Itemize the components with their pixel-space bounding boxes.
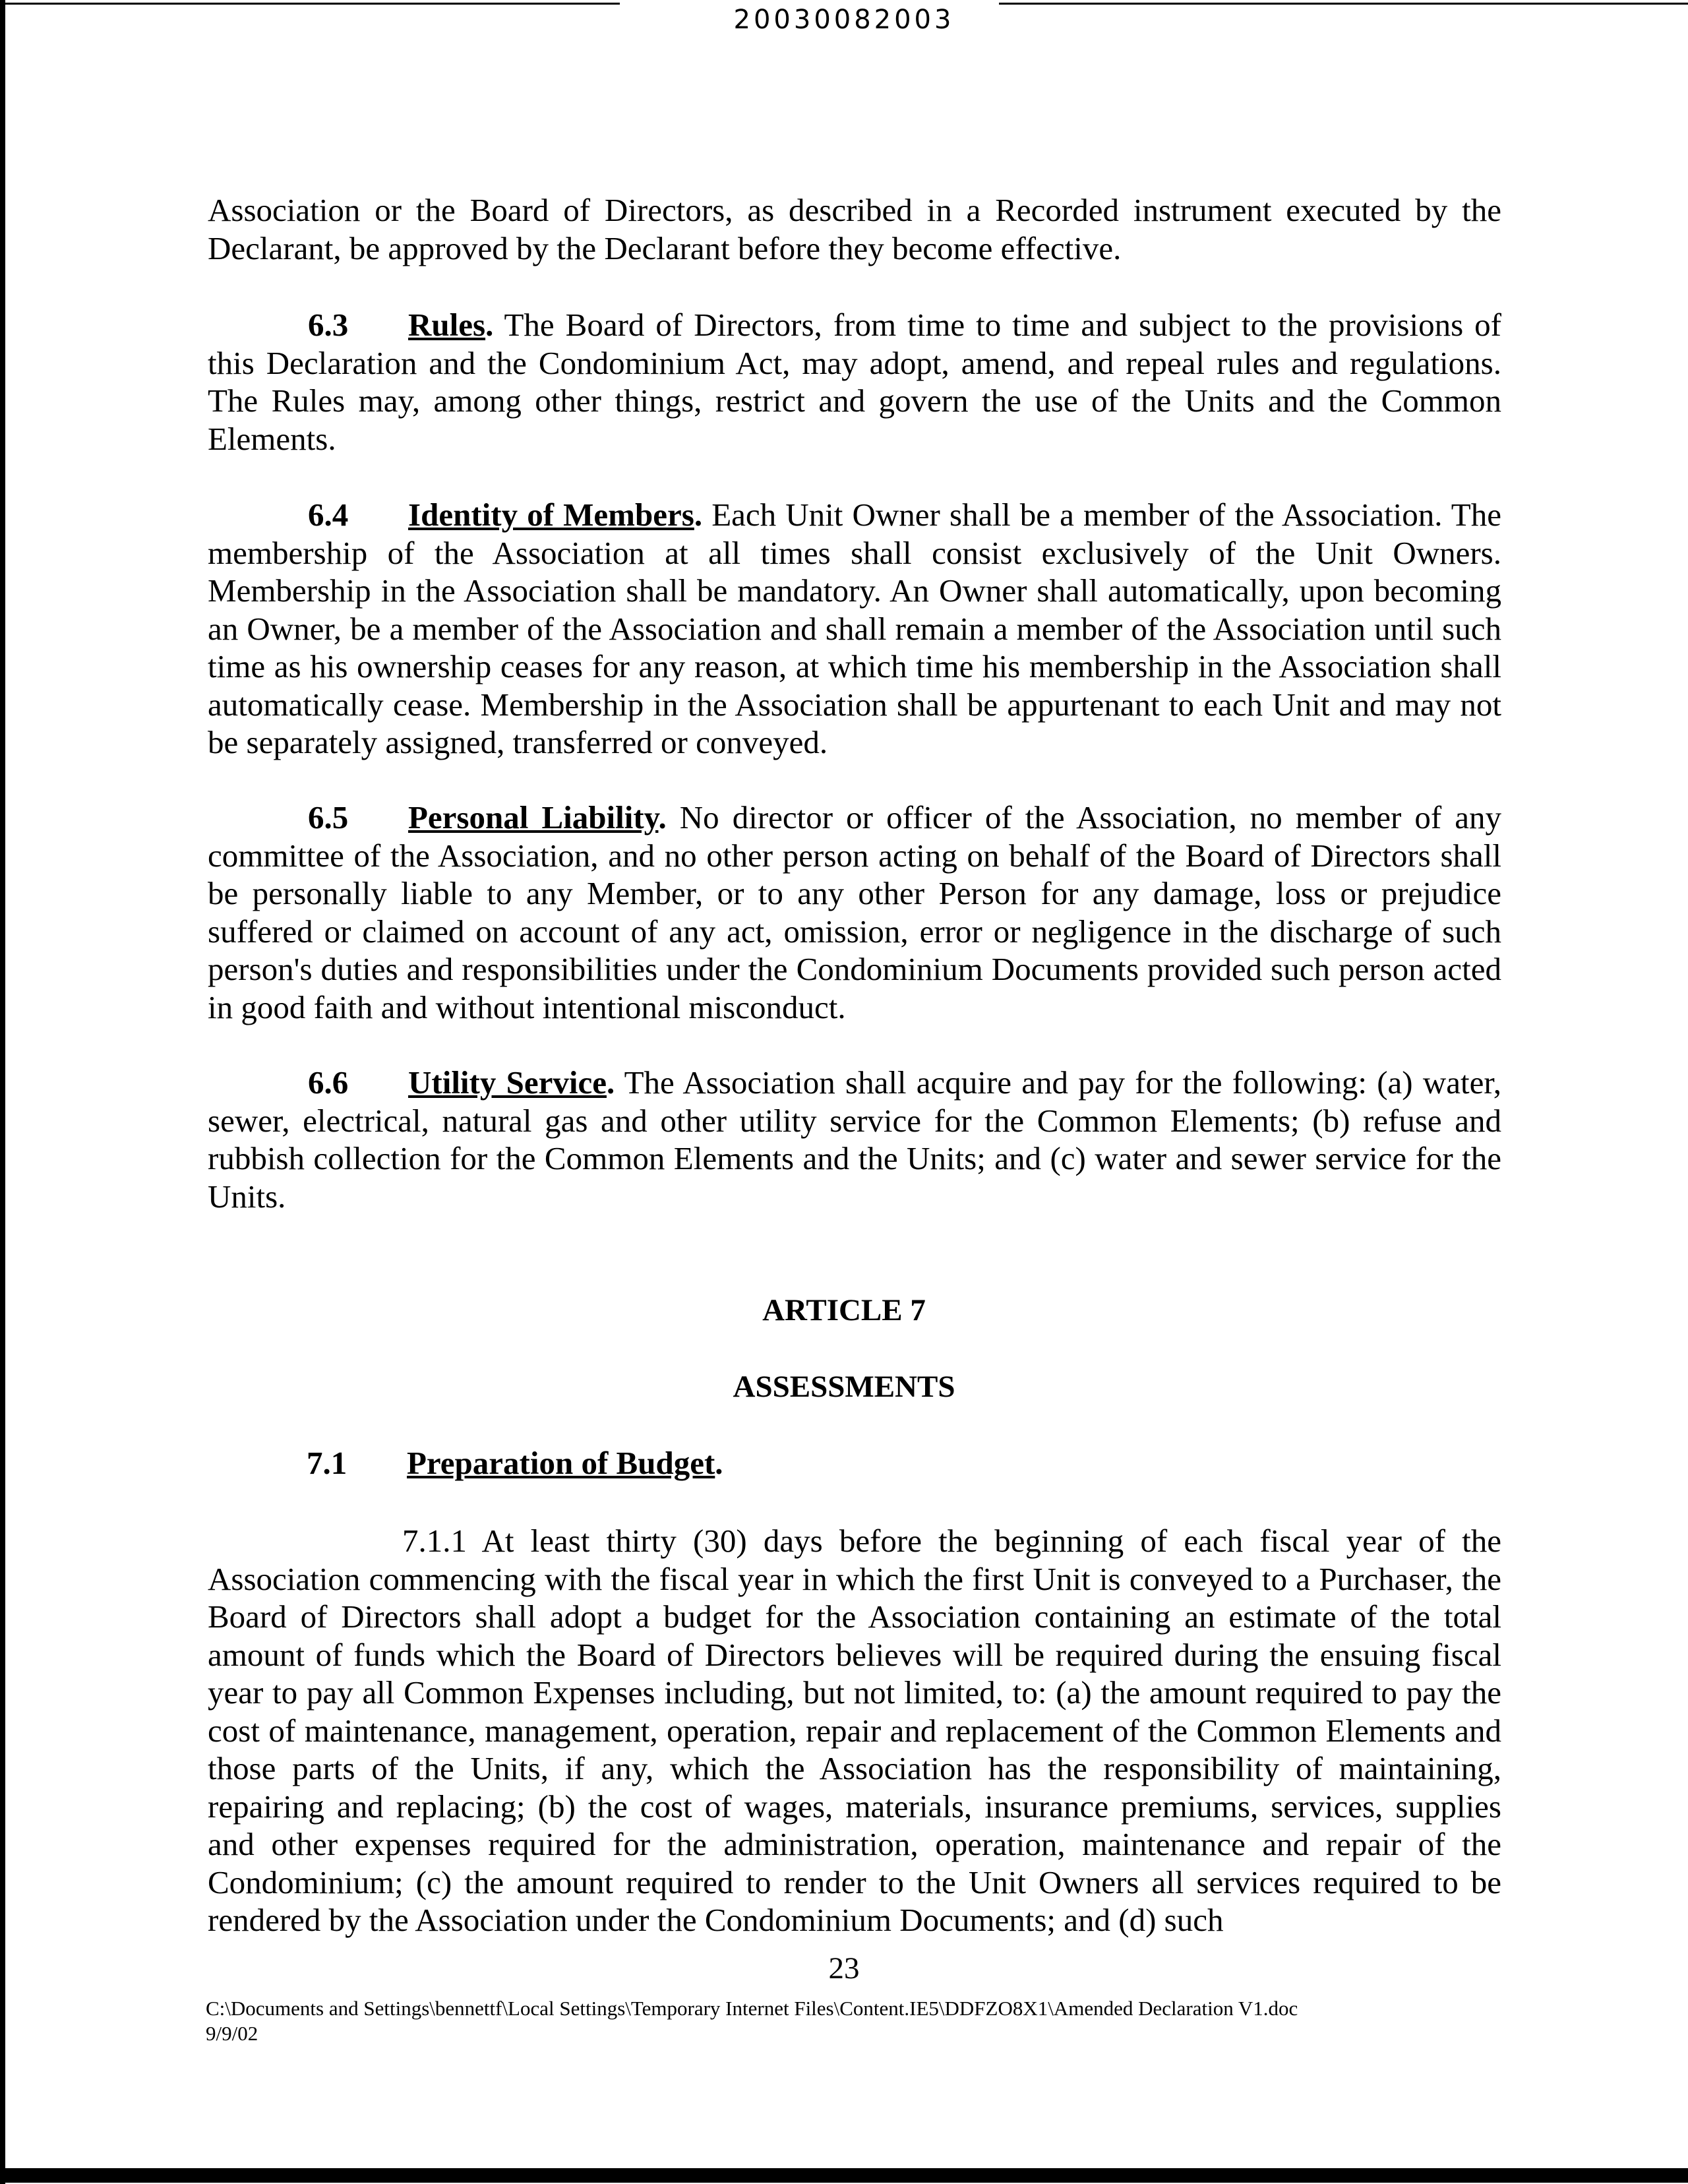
section-heading: Rules: [408, 307, 486, 343]
document-number: 20030082003: [733, 5, 955, 35]
scan-bottom-border: [0, 2168, 1688, 2183]
footer-date: 9/9/02: [206, 2022, 258, 2045]
section-title-period: .: [715, 1445, 723, 1481]
section-text: Each Unit Owner shall be a member of the Association. The membership of the Association at all times shall consist exclusively of the Unit Owners. Membership in the Association shall be mandatory. An Owner shall automatically, upon becoming an Owner, be a member of the Association and shall remain a member of the Association until such time as his ownership ceases for any reason, at which time his membership in the Association shall automatically cease. Membership in the Association shall be appurtenant to each Unit and may not be separately assigned, transferred or conveyed.: [208, 497, 1501, 760]
article-number: ARTICLE 7: [762, 1293, 926, 1327]
section-7-1-heading: [307, 1444, 723, 1482]
paragraph-intro-text: Association or the Board of Directors, as described in a Recorded instrument executed by the Declarant, be approved by the Declarant before they become effective.: [208, 192, 1501, 266]
section-number: 6.6: [308, 1064, 349, 1101]
section-heading: Personal Liability: [408, 799, 659, 835]
paragraph-6-6: 6.6 Utility Service. The Association shall acquire and pay for the following: (a) water, sewer, electrical, natural gas and other utility service for the Common Elements; (b) refuse and rubbish collection for the Common Elements and the Units; and (c) water and sewer service for the Units.: [208, 1064, 1501, 1215]
paragraph-6-4: 6.4 Identity of Members. Each Unit Owner shall be a member of the Association. The membership of the Association at all times shall consist exclusively of the Unit Owners. Membership in the Association shall be mandatory. An Owner shall automatically, upon becoming an Owner, be a member of the Association and shall remain a member of the Association until such time as his ownership ceases for any reason, at which time his membership in the Association shall automatically cease. Membership in the Association shall be appurtenant to each Unit and may not be separately assigned, transferred or conveyed.: [208, 497, 1501, 760]
section-title: Preparation of Budget: [407, 1445, 715, 1481]
paragraph-7-1-1: [208, 1522, 1501, 1939]
page-folio: 23: [828, 1951, 860, 1986]
footer-file-path: C:\Documents and Settings\bennettf\Local Settings\Temporary Internet Files\Content.IE5\DDFZO8X1\Amended Declaration V1.doc: [206, 1997, 1298, 2020]
scan-left-border: [0, 0, 5, 2184]
section-heading: Utility Service: [408, 1064, 607, 1101]
section-number: 7.1: [307, 1445, 347, 1481]
section-text: The Association shall acquire and pay for the following: (a) water, sewer, electrical, natural gas and other utility service for the Common Elements; (b) refuse and rubbish collection for the Common Elements and the Units; and (c) water and sewer service for the Units.: [208, 1064, 1501, 1215]
section-number: 6.3: [308, 307, 349, 343]
article-title: ASSESSMENTS: [733, 1370, 955, 1404]
paragraph-intro: [208, 191, 1501, 267]
paragraph-6-3: 6.3 Rules. The Board of Directors, from time to time and subject to the provisions of this Declaration and the Condominium Act, may adopt, amend, and repeal rules and regulations. The Rules may, among other things, restrict and govern the use of the Units and the Common Elements.: [208, 307, 1501, 457]
subsection-text: 7.1.1 At least thirty (30) days before the beginning of each fiscal year of the Association commencing with the fiscal year in which the first Unit is conveyed to a Purchaser, the Board of Directors shall adopt a budget for the Association containing an estimate of the total amount of funds which the Board of Directors believes will be required during the ensuing fiscal year to pay all Common Expenses including, but not limited, to: (a) the amount required to pay the cost of maintenance, management, operation, repair and replacement of the Common Elements and those parts of the Units, if any, which the Association has the responsibility of maintaining, repairing and replacing; (b) the cost of wages, materials, insurance premiums, services, supplies and other expenses required for the administration, operation, maintenance and repair of the Condominium; (c) the amount required to render to the Unit Owners all services required to be rendered by the Association under the Condominium Documents; and (d) such: [208, 1523, 1501, 1938]
paragraph-6-5: 6.5 Personal Liability. No director or officer of the Association, no member of any committee of the Association, and no other person acting on behalf of the Board of Directors shall be personally liable to any Member, or to any other Person for any damage, loss or prejudice suffered or claimed on account of any act, omission, error or negligence in the discharge of such person's duties and responsibilities under the Condominium Documents provided such person acted in good faith and without intentional misconduct.: [208, 799, 1501, 1025]
section-text: No director or officer of the Association, no member of any committee of the Association, and no other person acting on behalf of the Board of Directors shall be personally liable to any Member, or to any other Person for any damage, loss or prejudice suffered or claimed on account of any act, omission, error or negligence in the discharge of such person's duties and responsibilities under the Condominium Documents provided such person acted in good faith and without intentional misconduct.: [208, 799, 1501, 1025]
section-number: 6.4: [308, 497, 349, 533]
section-text: The Board of Directors, from time to time and subject to the provisions of this Declaration and the Condominium Act, may adopt, amend, and repeal rules and regulations. The Rules may, among other things, restrict and govern the use of the Units and the Common Elements.: [208, 307, 1501, 457]
section-heading: Identity of Members: [408, 497, 694, 533]
footer: [206, 1996, 1298, 2046]
section-number: 6.5: [308, 799, 349, 835]
